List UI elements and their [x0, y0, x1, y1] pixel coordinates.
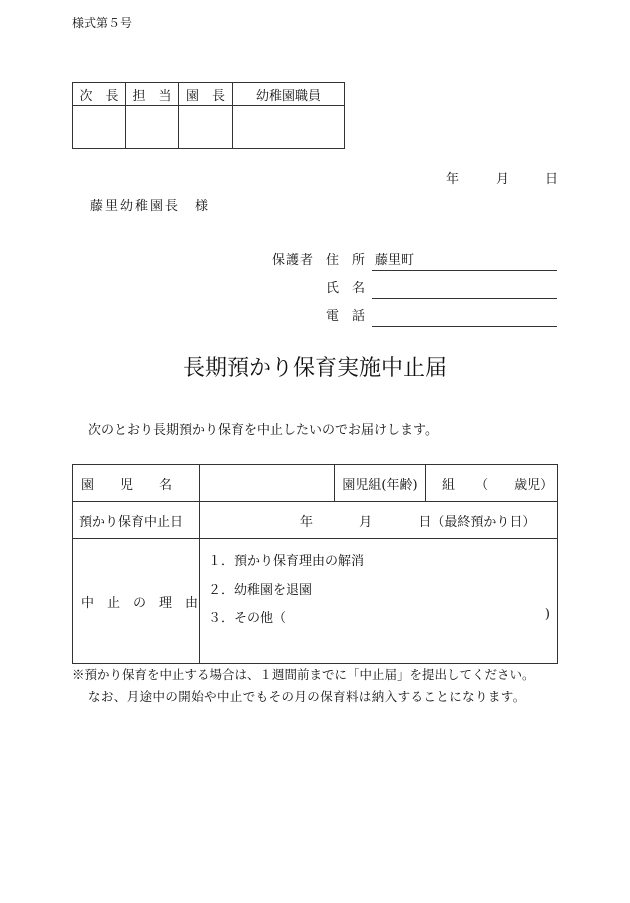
reason-options[interactable]	[200, 539, 558, 664]
stop-date-year: 年	[300, 514, 314, 530]
stamp-box-principal[interactable]	[179, 106, 233, 149]
address-label: 住 所	[326, 253, 366, 268]
stop-date-label: 預かり保育中止日	[73, 502, 200, 539]
approval-header-kindergarten-staff: 幼稚園職員	[233, 83, 345, 106]
date-day-label: 日	[545, 172, 559, 187]
reason-option-3[interactable]: ３．その他（	[208, 611, 287, 626]
class-age-text: （ 歳児）	[475, 477, 554, 493]
stamp-box-staff-in-charge[interactable]	[126, 106, 179, 149]
document-title: 長期預かり保育実施中止届	[182, 356, 447, 381]
address-field[interactable]	[372, 252, 557, 271]
name-field[interactable]	[372, 280, 557, 299]
note-line-2: なお、月途中の開始や中止でもその月の保育料は納入することになります。	[88, 689, 526, 704]
reason-option-1[interactable]: １．預かり保育理由の解消	[208, 554, 365, 569]
intro-text: 次のとおり長期預かり保育を中止したいのでお届けします。	[88, 423, 438, 438]
approval-header-staff-in-charge: 担 当	[126, 83, 179, 106]
class-age-field[interactable]	[426, 465, 558, 502]
reason-label: 中 止 の 理 由	[73, 539, 200, 664]
class-age-label: 園児組(年齢)	[335, 465, 426, 502]
stop-date-day: 日（最終預かり日）	[418, 514, 536, 530]
phone-field[interactable]	[372, 308, 557, 327]
approval-header-principal: 園 長	[179, 83, 233, 106]
name-label: 氏 名	[326, 281, 366, 296]
approval-header-vice-director: 次 長	[73, 83, 126, 106]
address-value: 藤里町	[375, 253, 415, 268]
stop-date-month: 月	[359, 514, 373, 530]
date-year-label: 年	[446, 172, 460, 187]
stop-date-field[interactable]	[200, 502, 558, 539]
form-number: 様式第５号	[72, 16, 133, 30]
stamp-box-kindergarten-staff[interactable]	[233, 106, 345, 149]
reason-option-2[interactable]: ２．幼稚園を退園	[208, 583, 313, 598]
class-kumi-text: 組	[442, 477, 456, 493]
child-name-label: 園 児 名	[73, 465, 200, 502]
stamp-box-vice-director[interactable]	[73, 106, 126, 149]
reason-other-close: )	[544, 607, 550, 622]
note-line-1: ※預かり保育を中止する場合は、１週間前までに「中止届」を提出してください。	[72, 667, 535, 682]
date-month-label: 月	[496, 172, 510, 187]
addressee: 藤里幼稚園長 様	[90, 199, 211, 214]
phone-label: 電 話	[326, 309, 366, 324]
child-name-field[interactable]	[200, 465, 335, 502]
stop-request-table	[72, 464, 558, 664]
approval-stamp-grid	[72, 82, 345, 149]
guardian-label: 保護者	[272, 253, 315, 268]
